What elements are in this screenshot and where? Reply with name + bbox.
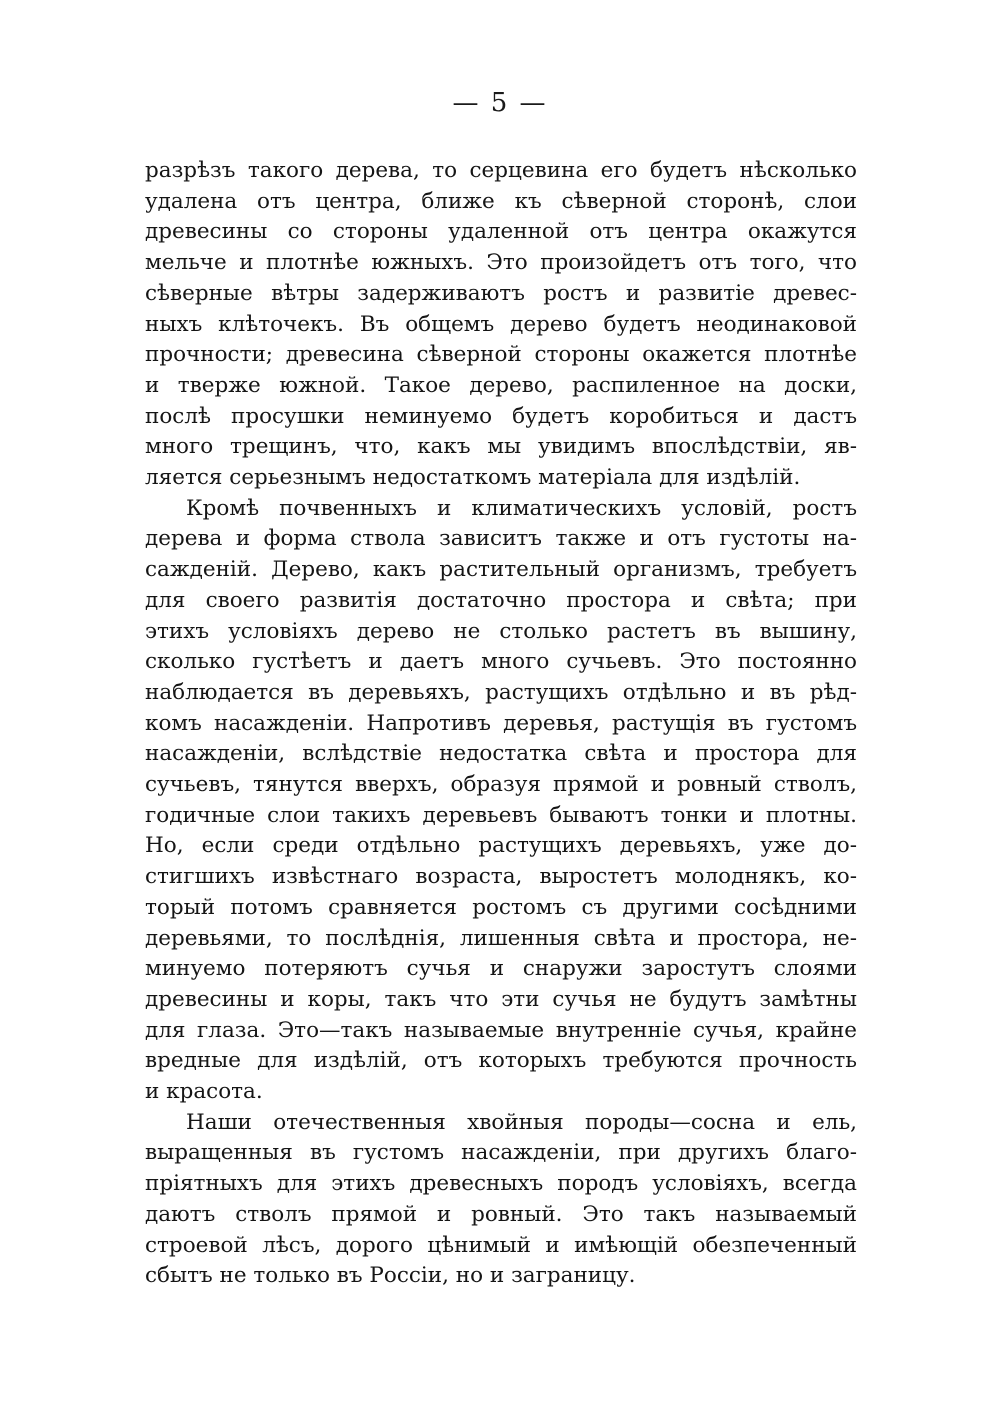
text-line: послѣ просушки неминуемо будетъ коробиться и дастъ bbox=[145, 403, 857, 429]
text-line: этихъ условіяхъ дерево не столько растетъ въ вышину, bbox=[145, 618, 857, 644]
page-number: — 5 — bbox=[452, 88, 548, 118]
text-line: минуемо потеряютъ сучья и снаружи заростутъ слоями bbox=[145, 956, 857, 982]
text-line: сучьевъ, тянутся вверхъ, образуя прямой и ровный стволъ, bbox=[145, 772, 857, 797]
text-line: стигшихъ извѣстнаго возраста, выростетъ молоднякъ, ко- bbox=[145, 864, 857, 890]
text-line: даютъ стволъ прямой и ровный. Это такъ называемый bbox=[145, 1201, 857, 1227]
text-line: сажденій. Дерево, какъ растительный организмъ, требуетъ bbox=[145, 557, 857, 583]
text-line: дерева и форма ствола зависитъ также и отъ густоты на- bbox=[145, 526, 857, 552]
text-line: торый потомъ сравняется ростомъ съ другими сосѣдними bbox=[145, 894, 857, 920]
text-line: комъ насажденіи. Напротивъ деревья, растущія въ густомъ bbox=[145, 710, 857, 736]
text-line: наблюдается въ деревьяхъ, растущихъ отдѣльно и въ рѣд- bbox=[145, 679, 857, 705]
text-line: выращенныя въ густомъ насажденіи, при другихъ благо- bbox=[145, 1140, 857, 1166]
text-line: много трещинъ, что, какъ мы увидимъ впослѣдствіи, яв- bbox=[145, 434, 857, 460]
text-line: Но, если среди отдѣльно растущихъ деревьяхъ, уже до- bbox=[145, 833, 857, 859]
text-line: и тверже южной. Такое дерево, распиленное на доски, bbox=[145, 372, 857, 398]
text-line: пріятныхъ для этихъ древесныхъ породъ условіяхъ, всегда bbox=[145, 1171, 857, 1197]
text-line: строевой лѣсъ, дорого цѣнимый и имѣющій обезпеченный bbox=[145, 1232, 857, 1258]
text-line: насажденіи, вслѣдствіе недостатка свѣта и простора для bbox=[145, 741, 857, 767]
text-line: удалена отъ центра, ближе къ сѣверной сторонѣ, слои bbox=[145, 188, 857, 214]
text-line: мельче и плотнѣе южныхъ. Это произойдетъ отъ того, что bbox=[145, 250, 857, 276]
text-line: ныхъ клѣточекъ. Въ общемъ дерево будетъ неодинаковой bbox=[145, 311, 857, 337]
text-line: для своего развитія достаточно простора и свѣта; при bbox=[145, 587, 857, 613]
text-line: древесины и коры, такъ что эти сучья не будутъ замѣтны bbox=[145, 986, 857, 1012]
text-line: вредные для издѣлій, отъ которыхъ требуются прочность bbox=[145, 1048, 857, 1074]
text-line: годичные слои такихъ деревьевъ бываютъ тонки и плотны. bbox=[145, 802, 857, 828]
text-line: деревьями, то послѣднія, лишенныя свѣта и простора, не- bbox=[145, 925, 857, 951]
text-line: сѣверные вѣтры задерживаютъ ростъ и развитіе древес- bbox=[145, 280, 857, 306]
text-line: для глаза. Это—такъ называемые внутренніе сучья, крайне bbox=[145, 1017, 857, 1043]
text-line: разрѣзъ такого дерева, то серцевина его будетъ нѣсколько bbox=[145, 158, 857, 183]
text-line: Кромѣ почвенныхъ и климатическихъ условій, ростъ bbox=[186, 495, 857, 521]
text-line: сбытъ не только въ Россіи, но и заграницу. bbox=[145, 1263, 636, 1289]
text-line: Наши отечественныя хвойныя породы—сосна и ель, bbox=[186, 1109, 857, 1135]
text-line: ляется серьезнымъ недостаткомъ матеріала для издѣлій. bbox=[145, 465, 801, 490]
text-line: сколько густѣетъ и даетъ много сучьевъ. Это постоянно bbox=[145, 649, 857, 675]
text-line: и красота. bbox=[145, 1079, 263, 1104]
text-line: древесины со стороны удаленной отъ центра окажутся bbox=[145, 219, 857, 245]
text-line: прочности; древесина сѣверной стороны окажется плотнѣе bbox=[145, 342, 857, 368]
